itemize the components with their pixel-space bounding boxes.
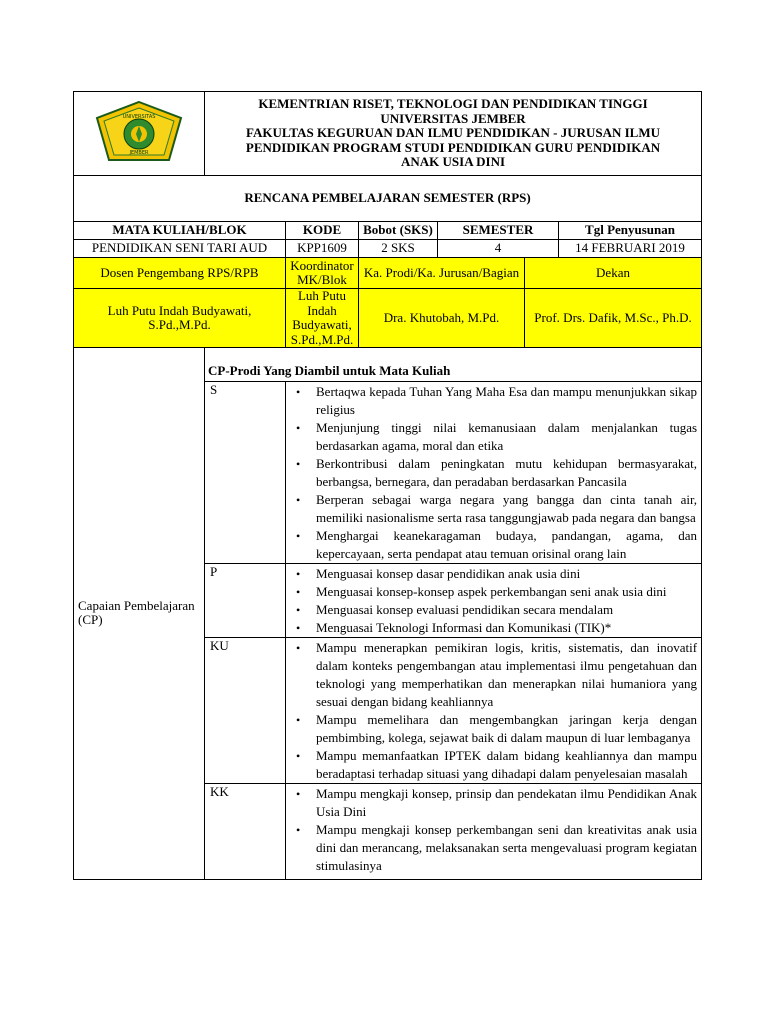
logo-cell [74,92,205,176]
header-line-4: PENDIDIKAN PROGRAM STUDI PENDIDIKAN GURU PENDIDIKAN [245,139,661,155]
cp-heading-row [74,348,702,382]
header-line-2: UNIVERSITAS JEMBER [380,110,526,126]
cp-code-kk: KK [205,783,286,879]
val-kode: KPP1609 [286,240,359,258]
rps-title: RENCANA PEMBELAJARAN SEMESTER (RPS) [74,176,702,222]
header-row [74,92,702,176]
list-item: • Menguasai konsep evaluasi pendidikan secara mendalam [296,601,614,617]
role-dosen: Dosen Pengembang RPS/RPB [74,258,286,289]
col-bobot: Bobot (SKS) [359,222,438,240]
university-logo [91,100,187,164]
role-koordinator: Koordinator MK/Blok [286,258,359,289]
val-semester: 4 [438,240,559,258]
list-item: • Menghargai keanekaragaman budaya, pandangan, agama, dan kepercayaan, serta pendapat atau temuan orisinal orang lain [296,527,698,561]
name-koordinator: Luh Putu Indah Budyawati, S.Pd.,M.Pd. [286,289,359,348]
name-dekan: Prof. Drs. Dafik, M.Sc., Ph.D. [525,289,702,348]
name-kaprodi: Dra. Khutobah, M.Pd. [359,289,525,348]
roles-name-row [74,289,702,348]
list-item: • Mampu menerapkan pemikiran logis, kritis, sistematis, dan inovatif dalam konteks pengembangan atau implementasi ilmu pengetahuan dan teknologi yang memperhatikan dan menerapkan nilai humaniora yang sesuai dengan bidang keahliannya [296,639,698,709]
header-line-5: ANAK USIA DINI [401,154,506,170]
title-row [74,176,702,222]
cp-items-ku [286,637,702,783]
roles-header-row [74,258,702,289]
list-item: • Berperan sebagai warga negara yang bangga dan cinta tanah air, memiliki nasionalisme serta rasa tanggungjawab pada negara dan bangsa [296,491,698,525]
role-kaprodi: Ka. Prodi/Ka. Jurusan/Bagian [359,258,525,289]
cp-code-s: S [205,381,286,563]
cp-items-s [286,381,702,563]
cp-items-kk [286,783,702,879]
val-bobot: 2 SKS [359,240,438,258]
list-item: • Mampu memanfaatkan IPTEK dalam bidang keahliannya dan mampu beradaptasi terhadap situasi yang dihadapi dalam penyelesaian masalah [296,747,698,781]
header-line-3: FAKULTAS KEGURUAN DAN ILMU PENDIDIKAN - JURUSAN ILMU [246,125,661,141]
course-value-row [74,240,702,258]
institution-header [205,92,702,176]
val-tgl: 14 FEBRUARI 2019 [559,240,702,258]
cp-code-ku: KU [205,637,286,783]
logo-lettering-bottom: JEMBER [129,149,149,156]
header-line-1: KEMENTRIAN RISET, TEKNOLOGI DAN PENDIDIKAN TINGGI [258,96,648,112]
list-item: • Bertaqwa kepada Tuhan Yang Maha Esa dan mampu menunjukkan sikap religius [296,383,698,417]
list-item: • Mampu mengkaji konsep, prinsip dan pendekatan ilmu Pendidikan Anak Usia Dini [296,785,698,819]
cp-heading: CP-Prodi Yang Diambil untuk Mata Kuliah [205,348,702,382]
course-header-row [74,222,702,240]
col-mata-kuliah: MATA KULIAH/BLOK [74,222,286,240]
val-mata-kuliah: PENDIDIKAN SENI TARI AUD [74,240,286,258]
col-tgl: Tgl Penyusunan [559,222,702,240]
role-dekan: Dekan [525,258,702,289]
rps-document [73,91,701,880]
list-item: • Menguasai konsep dasar pendidikan anak usia dini [296,565,581,581]
logo-lettering: UNIVERSITAS [122,113,156,120]
cp-code-p: P [205,563,286,637]
name-dosen: Luh Putu Indah Budyawati, S.Pd.,M.Pd. [74,289,286,348]
col-semester: SEMESTER [438,222,559,240]
cp-label: Capaian Pembelajaran (CP) [74,348,205,880]
col-kode: KODE [286,222,359,240]
rps-table [73,91,702,880]
list-item: • Mampu mengkaji konsep perkembangan seni dan kreativitas anak usia dini dan merancang, melaksanakan serta mengevaluasi program kegiatan stimulasinya [296,821,698,873]
list-item: • Berkontribusi dalam peningkatan mutu kehidupan bermasyarakat, berbangsa, bernegara, dan peradaban berdasarkan Pancasila [296,455,698,489]
cp-items-p [286,563,702,637]
list-item: • Menjunjung tinggi nilai kemanusiaan dalam menjalankan tugas berdasarkan agama, moral dan etika [296,419,698,453]
list-item: • Menguasai Teknologi Informasi dan Komunikasi (TIK)* [296,619,612,635]
list-item: • Menguasai konsep-konsep aspek perkembangan seni anak usia dini [296,583,667,599]
list-item: • Mampu memelihara dan mengembangkan jaringan kerja dengan pembimbing, kolega, sejawat baik di dalam maupun di luar lembaganya [296,711,698,745]
